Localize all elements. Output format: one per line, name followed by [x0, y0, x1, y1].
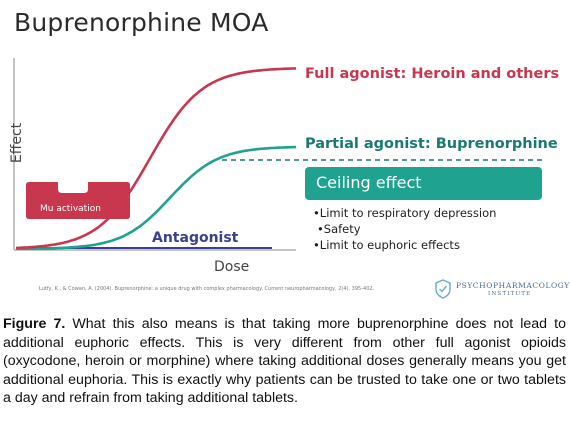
ceiling-effect-bullets — [313, 205, 496, 253]
caption-label: Figure 7. — [3, 316, 66, 332]
full-agonist-label: Full agonist: Heroin and others — [305, 66, 560, 82]
full-agonist-series-line — [16, 68, 296, 248]
logo-subtitle: INSTITUTE — [488, 291, 532, 297]
figure-caption — [3, 315, 566, 408]
mu-activation-label: Mu activation — [40, 204, 101, 214]
mu-activation-block — [26, 182, 130, 219]
bullet-item: •Limit to euphoric effects — [313, 238, 460, 252]
x-axis-label: Dose — [214, 259, 250, 275]
antagonist-label: Antagonist — [152, 230, 239, 246]
ceiling-effect-box — [305, 167, 542, 200]
ceiling-effect-title: Ceiling effect — [316, 173, 422, 192]
bullet-item: •Limit to respiratory depression — [313, 206, 497, 220]
caption-text: What this also means is that taking more buprenorphine does not lead to additional euphoric effects. This is very different from other full agonist opioids (oxycodone, heroin or morphine) where taking additional doses generally means you get additional euphoria. This is exactly why patients can be trusted to take one or two tablets a day and refrain from taking additional tablets. — [3, 316, 566, 407]
partial-agonist-label: Partial agonist: Buprenorphine — [305, 136, 558, 152]
psychopharmacology-institute-logo — [434, 279, 570, 303]
y-axis-label: Effect — [9, 122, 26, 164]
citation: Lutfy, K., & Cowan, A. (2004). Buprenorphine: a unique drug with complex pharmacology. Current neuropharmacology, 2(4), 395-402. — [39, 286, 375, 292]
slide-title: Buprenorphine MOA — [14, 8, 269, 37]
logo-name: PSYCHOPHARMACOLOGY — [456, 281, 570, 290]
shield-icon — [434, 279, 452, 299]
bullet-item: •Safety — [317, 222, 361, 236]
